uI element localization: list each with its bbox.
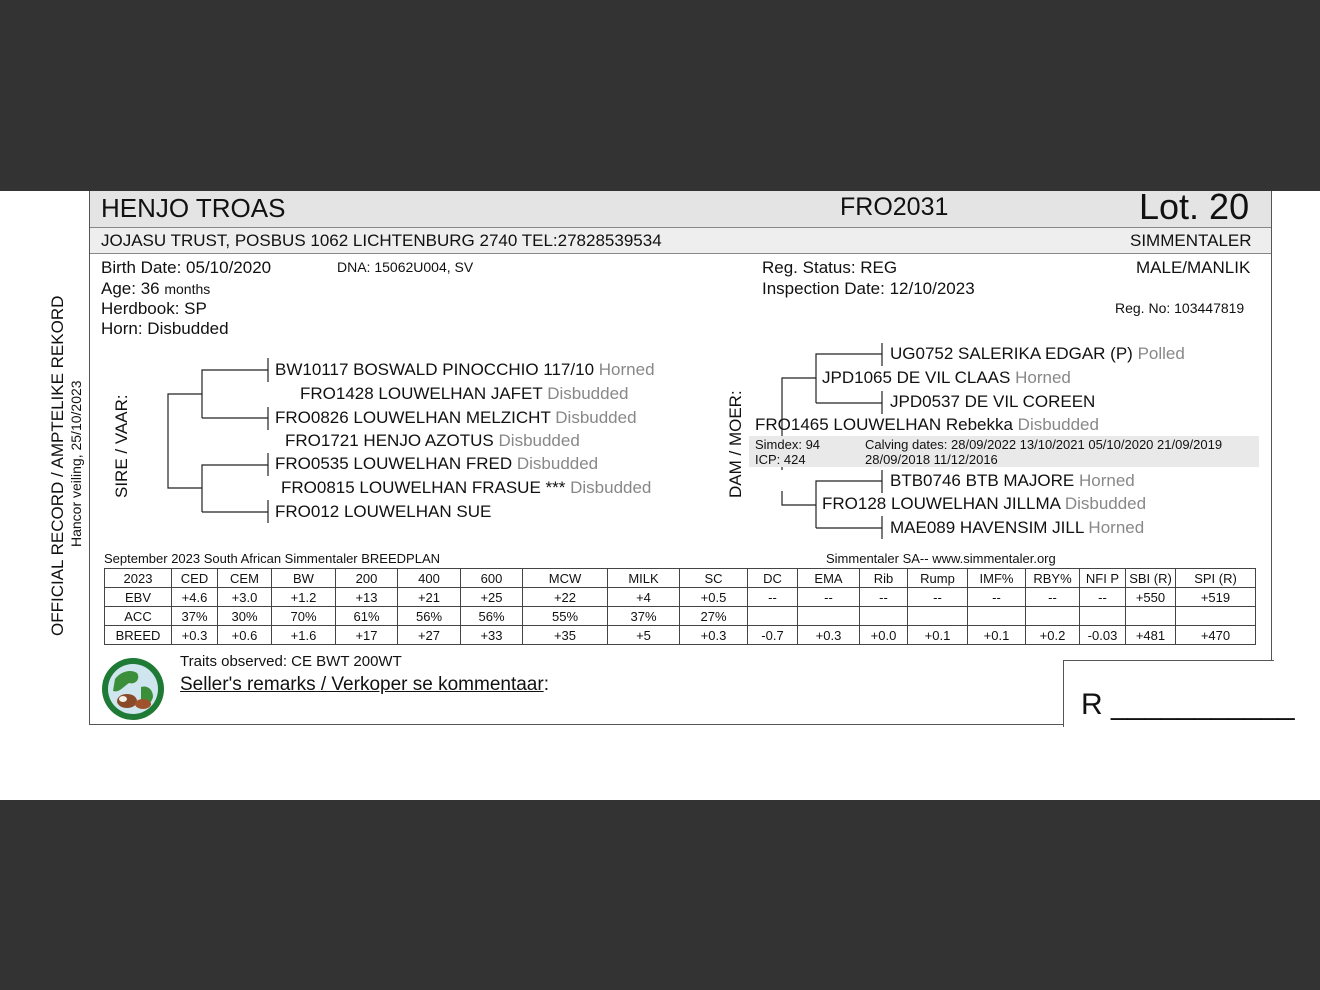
price-field[interactable]: R ___________ — [1081, 688, 1295, 721]
breedplan-cell: +0.0 — [860, 626, 908, 645]
inspection-date: Inspection Date: 12/10/2023 — [762, 279, 975, 298]
breedplan-header-cell: EMA — [798, 569, 860, 588]
breedplan-cell: +0.5 — [680, 588, 748, 607]
breedplan-cell: +21 — [398, 588, 461, 607]
age-unit: months — [164, 281, 211, 297]
breedplan-cell: +4.6 — [172, 588, 218, 607]
breedplan-header-cell: 600 — [461, 569, 523, 588]
breedplan-cell: +481 — [1126, 626, 1176, 645]
breedplan-cell: ACC — [105, 607, 172, 626]
birth-date: Birth Date: 05/10/2020 — [101, 258, 272, 277]
breedplan-cell: +0.1 — [908, 626, 968, 645]
breedplan-cell: BREED — [105, 626, 172, 645]
breedplan-cell: +17 — [336, 626, 398, 645]
breedplan-row — [105, 607, 1256, 626]
breedplan-header-cell: 400 — [398, 569, 461, 588]
breedplan-cell: -- — [860, 588, 908, 607]
sire-pedigree-item: FRO0826 LOUWELHAN MELZICHT Disbudded — [275, 408, 637, 427]
breedplan-cell — [968, 607, 1026, 626]
breedplan-cell: +0.3 — [798, 626, 860, 645]
breedplan-cell: 37% — [608, 607, 680, 626]
dam-pedigree-item: JPD0537 DE VIL COREEN — [890, 392, 1096, 411]
traits-observed: Traits observed: CE BWT 200WT — [180, 653, 402, 670]
herdbook: Herdbook: SP — [101, 299, 207, 318]
breedplan-header-cell: IMF% — [968, 569, 1026, 588]
breedplan-cell: -- — [908, 588, 968, 607]
breedplan-header-cell: SBI (R) — [1126, 569, 1176, 588]
dam-pedigree-item: MAE089 HAVENSIM JILL Horned — [890, 518, 1145, 537]
breedplan-header-cell: RBY% — [1026, 569, 1080, 588]
breedplan-cell: +550 — [1126, 588, 1176, 607]
sire-pedigree-item: FRO0815 LOUWELHAN FRASUE *** Disbudded — [281, 478, 652, 497]
horn-status: Horn: Disbudded — [101, 319, 229, 338]
dna-info: DNA: 15062U004, SV — [337, 259, 474, 275]
breedplan-cell — [748, 607, 798, 626]
breedplan-cell: +5 — [608, 626, 680, 645]
reg-status: Reg. Status: REG — [762, 258, 898, 277]
breedplan-header-cell: CEM — [218, 569, 272, 588]
breedplan-header-cell: BW — [272, 569, 336, 588]
breedplan-cell — [1126, 607, 1176, 626]
breedplan-cell: 55% — [523, 607, 608, 626]
breedplan-cell: 27% — [680, 607, 748, 626]
breedplan-cell: EBV — [105, 588, 172, 607]
breedplan-row — [105, 588, 1256, 607]
breedplan-row — [105, 626, 1256, 645]
animal-name: HENJO TROAS — [101, 193, 286, 223]
breedplan-header-cell: 200 — [336, 569, 398, 588]
owner-address: JOJASU TRUST, POSBUS 1062 LICHTENBURG 2740 TEL:27828539534 — [101, 231, 662, 250]
dam-pedigree-item: UG0752 SALERIKA EDGAR (P) Polled — [890, 344, 1185, 363]
breedplan-cell: +0.3 — [172, 626, 218, 645]
animal-id: FRO2031 — [840, 193, 949, 221]
breedplan-header-cell: Rib — [860, 569, 908, 588]
breedplan-cell: +519 — [1176, 588, 1256, 607]
sire-name: FRO1721 HENJO AZOTUS Disbudded — [285, 431, 580, 450]
breedplan-title: September 2023 South African Simmentaler BREEDPLAN — [104, 551, 441, 566]
breedplan-cell — [1176, 607, 1256, 626]
sire-label: SIRE / VAAR: — [112, 394, 131, 498]
breedplan-cell — [1080, 607, 1126, 626]
breedplan-header-row — [105, 569, 1256, 588]
dam-label: DAM / MOER: — [726, 390, 745, 498]
breedplan-cell: +0.1 — [968, 626, 1026, 645]
dam-pedigree-item: JPD1065 DE VIL CLAAS Horned — [822, 368, 1071, 387]
breedplan-cell: -- — [748, 588, 798, 607]
dam-pedigree-item: BTB0746 BTB MAJORE Horned — [890, 471, 1135, 490]
breedplan-cell: -- — [1026, 588, 1080, 607]
breedplan-cell: -- — [1080, 588, 1126, 607]
breedplan-cell: +35 — [523, 626, 608, 645]
breedplan-cell: +1.2 — [272, 588, 336, 607]
official-record-label: OFFICIAL RECORD / AMPTELIKE REKORD — [48, 295, 67, 636]
dam-calving-dates-2: 28/09/2018 11/12/2016 — [865, 452, 998, 467]
breedplan-header-cell: Rump — [908, 569, 968, 588]
breedplan-cell — [860, 607, 908, 626]
breed-label: SIMMENTALER — [1130, 231, 1252, 250]
breedplan-header-cell: SPI (R) — [1176, 569, 1256, 588]
breedplan-website: Simmentaler SA-- www.simmentaler.org — [826, 551, 1056, 566]
reg-number: Reg. No: 103447819 — [1115, 300, 1245, 316]
breedplan-cell: 56% — [461, 607, 523, 626]
breedplan-header-cell: MCW — [523, 569, 608, 588]
sire-pedigree-item: FRO012 LOUWELHAN SUE — [275, 502, 492, 521]
breedplan-cell: +3.0 — [218, 588, 272, 607]
simmentaler-logo — [101, 657, 165, 721]
breedplan-cell: +13 — [336, 588, 398, 607]
breedplan-header-cell: SC — [680, 569, 748, 588]
breedplan-cell: +470 — [1176, 626, 1256, 645]
dam-name: FRO1465 LOUWELHAN Rebekka Disbudded — [755, 415, 1099, 434]
breedplan-cell: 37% — [172, 607, 218, 626]
breedplan-cell: -0.7 — [748, 626, 798, 645]
breedplan-cell: +0.6 — [218, 626, 272, 645]
breedplan-cell: 30% — [218, 607, 272, 626]
breedplan-cell: -- — [968, 588, 1026, 607]
sex-label: MALE/MANLIK — [1136, 258, 1251, 277]
breedplan-cell — [1026, 607, 1080, 626]
sire-pedigree-item: BW10117 BOSWALD PINOCCHIO 117/10 Horned — [275, 360, 655, 379]
breedplan-cell: +0.2 — [1026, 626, 1080, 645]
dam-icp: ICP: 424 — [755, 452, 806, 467]
breedplan-header-cell: MILK — [608, 569, 680, 588]
breedplan-header-cell: NFI P — [1080, 569, 1126, 588]
breedplan-table — [104, 568, 1256, 645]
breedplan-cell: -0.03 — [1080, 626, 1126, 645]
breedplan-cell: +0.3 — [680, 626, 748, 645]
breedplan-header-cell: CED — [172, 569, 218, 588]
age-value: Age: 36 — [101, 279, 160, 298]
sire-pedigree-item: FRO1428 LOUWELHAN JAFET Disbudded — [300, 384, 629, 403]
dam-calving-dates: Calving dates: 28/09/2022 13/10/2021 05/10/2020 21/09/2019 — [865, 437, 1223, 452]
dam-pedigree-item: FRO128 LOUWELHAN JILLMA Disbudded — [822, 494, 1147, 513]
breedplan-cell — [908, 607, 968, 626]
dam-simdex: Simdex: 94 — [755, 437, 821, 452]
breedplan-cell — [798, 607, 860, 626]
breedplan-cell: +33 — [461, 626, 523, 645]
breedplan-cell: +1.6 — [272, 626, 336, 645]
auction-label: Hancor veiling, 25/10/2023 — [68, 380, 84, 547]
lot-number: Lot. 20 — [1139, 186, 1250, 227]
breedplan-cell: -- — [798, 588, 860, 607]
breedplan-cell: +27 — [398, 626, 461, 645]
breedplan-header-cell: DC — [748, 569, 798, 588]
seller-remarks: Seller's remarks / Verkoper se kommentaar: — [180, 674, 549, 695]
breedplan-header-cell: 2023 — [105, 569, 172, 588]
sire-pedigree-item: FRO0535 LOUWELHAN FRED Disbudded — [275, 454, 599, 473]
breedplan-cell: +25 — [461, 588, 523, 607]
breedplan-cell: 56% — [398, 607, 461, 626]
breedplan-cell: +22 — [523, 588, 608, 607]
breedplan-cell: 61% — [336, 607, 398, 626]
breedplan-cell: 70% — [272, 607, 336, 626]
breedplan-cell: +4 — [608, 588, 680, 607]
